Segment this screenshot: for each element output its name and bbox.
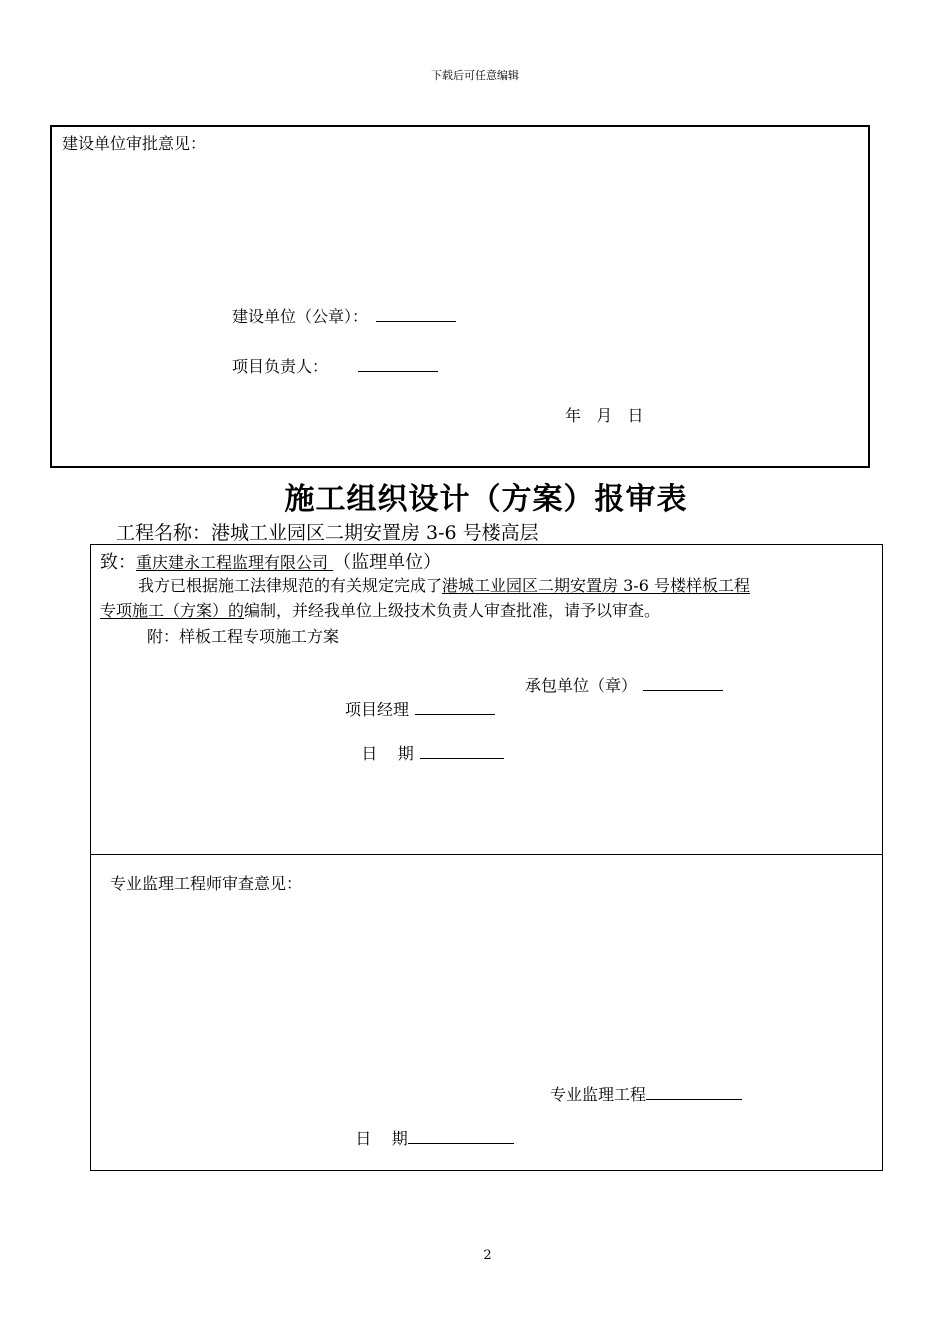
seal-blank[interactable]	[376, 305, 456, 322]
body-line-2	[100, 598, 660, 621]
page-title: 施工组织设计（方案）报审表	[284, 482, 688, 517]
leader-line	[232, 354, 438, 377]
engineer-label: 专业监理工程	[550, 1085, 647, 1104]
body-project-underlined: 港城工业园区二期安置房 3-6 号楼样板工程	[442, 576, 750, 595]
seal-label: 建设单位（公章）：	[232, 307, 369, 326]
seal-line	[232, 304, 456, 327]
engineer-line	[550, 1082, 742, 1105]
approval-date: 年 月 日	[565, 406, 644, 425]
leader-blank[interactable]	[358, 355, 438, 372]
contractor-line	[525, 673, 723, 696]
approval-heading: 建设单位审批意见：	[62, 134, 207, 153]
manager-blank[interactable]	[415, 698, 495, 715]
to-suffix: （监理单位）	[333, 552, 442, 573]
supervision-unit: 重庆建永工程监理有限公司	[136, 553, 334, 572]
review-date-line	[335, 1107, 514, 1168]
section-divider	[91, 854, 882, 855]
body-line-1	[138, 573, 750, 596]
engineer-blank[interactable]	[646, 1083, 742, 1100]
review-date-blank[interactable]	[408, 1127, 514, 1144]
date-blank[interactable]	[420, 742, 504, 759]
manager-line	[345, 697, 495, 720]
report-box	[90, 544, 883, 1171]
to-prefix: 致：	[100, 552, 136, 573]
review-date-label: 日 期	[355, 1129, 408, 1148]
body-text-2: 编制，并经我单位上级技术负责人审查批准，请予以审查。	[244, 601, 661, 620]
date-label: 日 期	[361, 744, 414, 763]
date-line	[341, 722, 504, 783]
body-scheme-underlined: 专项施工（方案）的	[100, 601, 245, 620]
attachment-line: 附：样板工程专项施工方案	[147, 627, 340, 646]
review-heading: 专业监理工程师审查意见：	[110, 874, 303, 893]
project-name: 工程名称：港城工业园区二期安置房 3-6 号楼高层	[116, 522, 539, 544]
manager-label: 项目经理	[345, 700, 410, 719]
page-number: 2	[483, 1248, 492, 1263]
header-note: 下载后可任意编辑	[431, 69, 519, 82]
contractor-blank[interactable]	[643, 674, 723, 691]
approval-box	[50, 125, 870, 468]
addressee-line	[100, 548, 441, 574]
contractor-label: 承包单位（章）	[525, 676, 638, 695]
body-text-1: 我方已根据施工法律规范的有关规定完成了	[138, 576, 443, 595]
leader-label: 项目负责人：	[232, 357, 329, 376]
